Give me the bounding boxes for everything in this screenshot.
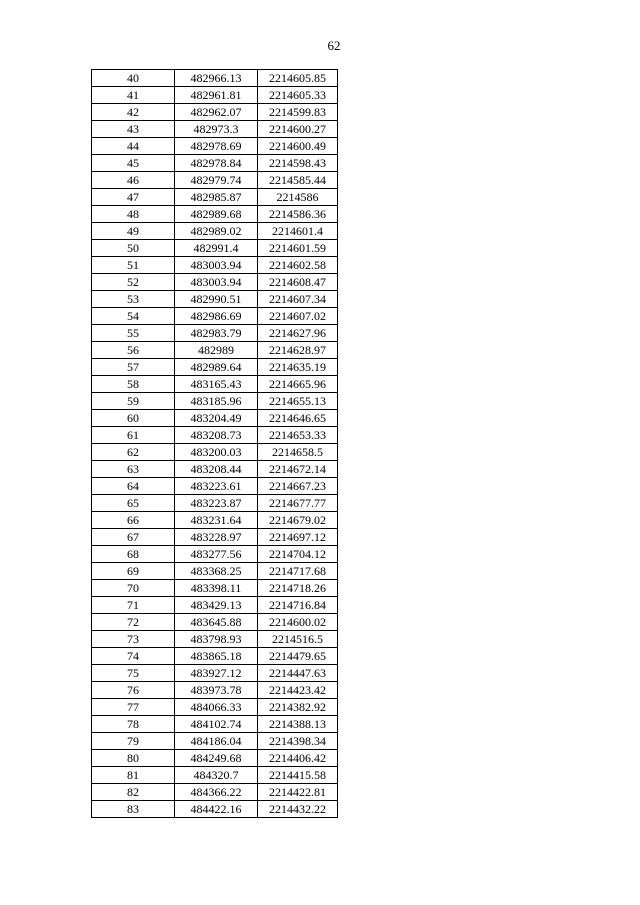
- point-number-cell: 60: [92, 410, 175, 427]
- table-row: [92, 478, 338, 495]
- x-coordinate-cell: 483865.18: [175, 648, 258, 665]
- y-coordinate-cell: 2214697.12: [258, 529, 338, 546]
- point-number-cell: 79: [92, 733, 175, 750]
- point-number-cell: 56: [92, 342, 175, 359]
- table-row: [92, 189, 338, 206]
- point-number-cell: 63: [92, 461, 175, 478]
- table-row: [92, 308, 338, 325]
- x-coordinate-cell: 482983.79: [175, 325, 258, 342]
- table-row: [92, 580, 338, 597]
- y-coordinate-cell: 2214716.84: [258, 597, 338, 614]
- table-row: [92, 665, 338, 682]
- y-coordinate-cell: 2214655.13: [258, 393, 338, 410]
- x-coordinate-cell: 483223.61: [175, 478, 258, 495]
- table-row: [92, 342, 338, 359]
- table-row: [92, 614, 338, 631]
- point-number-cell: 80: [92, 750, 175, 767]
- table-row: [92, 240, 338, 257]
- point-number-cell: 52: [92, 274, 175, 291]
- y-coordinate-cell: 2214447.63: [258, 665, 338, 682]
- point-number-cell: 81: [92, 767, 175, 784]
- y-coordinate-cell: 2214600.02: [258, 614, 338, 631]
- x-coordinate-cell: 482961.81: [175, 87, 258, 104]
- table-row: [92, 206, 338, 223]
- x-coordinate-cell: 483223.87: [175, 495, 258, 512]
- table-row: [92, 699, 338, 716]
- x-coordinate-cell: 482985.87: [175, 189, 258, 206]
- table-row: [92, 104, 338, 121]
- table-row: [92, 529, 338, 546]
- x-coordinate-cell: 483429.13: [175, 597, 258, 614]
- x-coordinate-cell: 483185.96: [175, 393, 258, 410]
- x-coordinate-cell: 483003.94: [175, 257, 258, 274]
- point-number-cell: 59: [92, 393, 175, 410]
- x-coordinate-cell: 482986.69: [175, 308, 258, 325]
- y-coordinate-cell: 2214600.27: [258, 121, 338, 138]
- y-coordinate-cell: 2214432.22: [258, 801, 338, 818]
- x-coordinate-cell: 482990.51: [175, 291, 258, 308]
- table-row: [92, 512, 338, 529]
- point-number-cell: 51: [92, 257, 175, 274]
- x-coordinate-cell: 483204.49: [175, 410, 258, 427]
- y-coordinate-cell: 2214608.47: [258, 274, 338, 291]
- x-coordinate-cell: 482989: [175, 342, 258, 359]
- x-coordinate-cell: 484422.16: [175, 801, 258, 818]
- table-row: [92, 427, 338, 444]
- x-coordinate-cell: 482991.4: [175, 240, 258, 257]
- point-number-cell: 45: [92, 155, 175, 172]
- table-row: [92, 597, 338, 614]
- y-coordinate-cell: 2214415.58: [258, 767, 338, 784]
- y-coordinate-cell: 2214422.81: [258, 784, 338, 801]
- x-coordinate-cell: 482973.3: [175, 121, 258, 138]
- point-number-cell: 78: [92, 716, 175, 733]
- y-coordinate-cell: 2214628.97: [258, 342, 338, 359]
- x-coordinate-cell: 482979.74: [175, 172, 258, 189]
- point-number-cell: 41: [92, 87, 175, 104]
- y-coordinate-cell: 2214599.83: [258, 104, 338, 121]
- x-coordinate-cell: 484066.33: [175, 699, 258, 716]
- table-row: [92, 376, 338, 393]
- y-coordinate-cell: 2214704.12: [258, 546, 338, 563]
- table-row: [92, 325, 338, 342]
- table-row: [92, 546, 338, 563]
- table-row: [92, 70, 338, 87]
- table-row: [92, 767, 338, 784]
- point-number-cell: 73: [92, 631, 175, 648]
- y-coordinate-cell: 2214585.44: [258, 172, 338, 189]
- x-coordinate-cell: 484320.7: [175, 767, 258, 784]
- y-coordinate-cell: 2214598.43: [258, 155, 338, 172]
- y-coordinate-cell: 2214602.58: [258, 257, 338, 274]
- y-coordinate-cell: 2214398.34: [258, 733, 338, 750]
- x-coordinate-cell: 482989.02: [175, 223, 258, 240]
- x-coordinate-cell: 483200.03: [175, 444, 258, 461]
- x-coordinate-cell: 482989.64: [175, 359, 258, 376]
- point-number-cell: 69: [92, 563, 175, 580]
- x-coordinate-cell: 483003.94: [175, 274, 258, 291]
- point-number-cell: 43: [92, 121, 175, 138]
- table-row: [92, 495, 338, 512]
- y-coordinate-cell: 2214600.49: [258, 138, 338, 155]
- point-number-cell: 72: [92, 614, 175, 631]
- table-row: [92, 444, 338, 461]
- point-number-cell: 67: [92, 529, 175, 546]
- x-coordinate-cell: 482978.69: [175, 138, 258, 155]
- point-number-cell: 82: [92, 784, 175, 801]
- point-number-cell: 71: [92, 597, 175, 614]
- coordinates-table-body: [92, 70, 338, 818]
- table-row: [92, 121, 338, 138]
- x-coordinate-cell: 482962.07: [175, 104, 258, 121]
- page-number: 62: [327, 38, 341, 53]
- x-coordinate-cell: 484102.74: [175, 716, 258, 733]
- table-row: [92, 631, 338, 648]
- table-row: [92, 801, 338, 818]
- y-coordinate-cell: 2214677.77: [258, 495, 338, 512]
- y-coordinate-cell: 2214672.14: [258, 461, 338, 478]
- x-coordinate-cell: 484249.68: [175, 750, 258, 767]
- point-number-cell: 42: [92, 104, 175, 121]
- table-row: [92, 172, 338, 189]
- x-coordinate-cell: 484366.22: [175, 784, 258, 801]
- y-coordinate-cell: 2214646.65: [258, 410, 338, 427]
- y-coordinate-cell: 2214607.02: [258, 308, 338, 325]
- table-row: [92, 733, 338, 750]
- y-coordinate-cell: 2214653.33: [258, 427, 338, 444]
- x-coordinate-cell: 482966.13: [175, 70, 258, 87]
- table-row: [92, 274, 338, 291]
- x-coordinate-cell: 483277.56: [175, 546, 258, 563]
- table-row: [92, 682, 338, 699]
- point-number-cell: 54: [92, 308, 175, 325]
- coordinates-table: [91, 69, 338, 818]
- table-row: [92, 750, 338, 767]
- table-row: [92, 223, 338, 240]
- point-number-cell: 62: [92, 444, 175, 461]
- table-row: [92, 87, 338, 104]
- table-row: [92, 784, 338, 801]
- x-coordinate-cell: 483645.88: [175, 614, 258, 631]
- y-coordinate-cell: 2214607.34: [258, 291, 338, 308]
- y-coordinate-cell: 2214605.33: [258, 87, 338, 104]
- y-coordinate-cell: 2214423.42: [258, 682, 338, 699]
- y-coordinate-cell: 2214479.65: [258, 648, 338, 665]
- point-number-cell: 49: [92, 223, 175, 240]
- y-coordinate-cell: 2214382.92: [258, 699, 338, 716]
- x-coordinate-cell: 482989.68: [175, 206, 258, 223]
- y-coordinate-cell: 2214658.5: [258, 444, 338, 461]
- y-coordinate-cell: 2214516.5: [258, 631, 338, 648]
- point-number-cell: 50: [92, 240, 175, 257]
- table-row: [92, 461, 338, 478]
- point-number-cell: 74: [92, 648, 175, 665]
- table-row: [92, 716, 338, 733]
- point-number-cell: 48: [92, 206, 175, 223]
- x-coordinate-cell: 483208.73: [175, 427, 258, 444]
- point-number-cell: 66: [92, 512, 175, 529]
- x-coordinate-cell: 483398.11: [175, 580, 258, 597]
- x-coordinate-cell: 483368.25: [175, 563, 258, 580]
- point-number-cell: 55: [92, 325, 175, 342]
- x-coordinate-cell: 483973.78: [175, 682, 258, 699]
- x-coordinate-cell: 483798.93: [175, 631, 258, 648]
- point-number-cell: 75: [92, 665, 175, 682]
- table-row: [92, 648, 338, 665]
- x-coordinate-cell: 483927.12: [175, 665, 258, 682]
- y-coordinate-cell: 2214605.85: [258, 70, 338, 87]
- table-row: [92, 359, 338, 376]
- x-coordinate-cell: 483228.97: [175, 529, 258, 546]
- point-number-cell: 57: [92, 359, 175, 376]
- point-number-cell: 65: [92, 495, 175, 512]
- x-coordinate-cell: 482978.84: [175, 155, 258, 172]
- y-coordinate-cell: 2214665.96: [258, 376, 338, 393]
- table-row: [92, 410, 338, 427]
- y-coordinate-cell: 2214679.02: [258, 512, 338, 529]
- y-coordinate-cell: 2214718.26: [258, 580, 338, 597]
- point-number-cell: 47: [92, 189, 175, 206]
- y-coordinate-cell: 2214601.4: [258, 223, 338, 240]
- x-coordinate-cell: 483208.44: [175, 461, 258, 478]
- point-number-cell: 44: [92, 138, 175, 155]
- y-coordinate-cell: 2214586: [258, 189, 338, 206]
- point-number-cell: 68: [92, 546, 175, 563]
- point-number-cell: 40: [92, 70, 175, 87]
- point-number-cell: 76: [92, 682, 175, 699]
- y-coordinate-cell: 2214627.96: [258, 325, 338, 342]
- table-row: [92, 138, 338, 155]
- point-number-cell: 46: [92, 172, 175, 189]
- y-coordinate-cell: 2214601.59: [258, 240, 338, 257]
- point-number-cell: 58: [92, 376, 175, 393]
- y-coordinate-cell: 2214406.42: [258, 750, 338, 767]
- table-row: [92, 291, 338, 308]
- x-coordinate-cell: 483165.43: [175, 376, 258, 393]
- table-row: [92, 155, 338, 172]
- point-number-cell: 83: [92, 801, 175, 818]
- y-coordinate-cell: 2214388.13: [258, 716, 338, 733]
- x-coordinate-cell: 483231.64: [175, 512, 258, 529]
- y-coordinate-cell: 2214667.23: [258, 478, 338, 495]
- point-number-cell: 61: [92, 427, 175, 444]
- x-coordinate-cell: 484186.04: [175, 733, 258, 750]
- table-row: [92, 563, 338, 580]
- y-coordinate-cell: 2214586.36: [258, 206, 338, 223]
- y-coordinate-cell: 2214717.68: [258, 563, 338, 580]
- point-number-cell: 77: [92, 699, 175, 716]
- table-row: [92, 257, 338, 274]
- point-number-cell: 64: [92, 478, 175, 495]
- y-coordinate-cell: 2214635.19: [258, 359, 338, 376]
- point-number-cell: 53: [92, 291, 175, 308]
- table-row: [92, 393, 338, 410]
- point-number-cell: 70: [92, 580, 175, 597]
